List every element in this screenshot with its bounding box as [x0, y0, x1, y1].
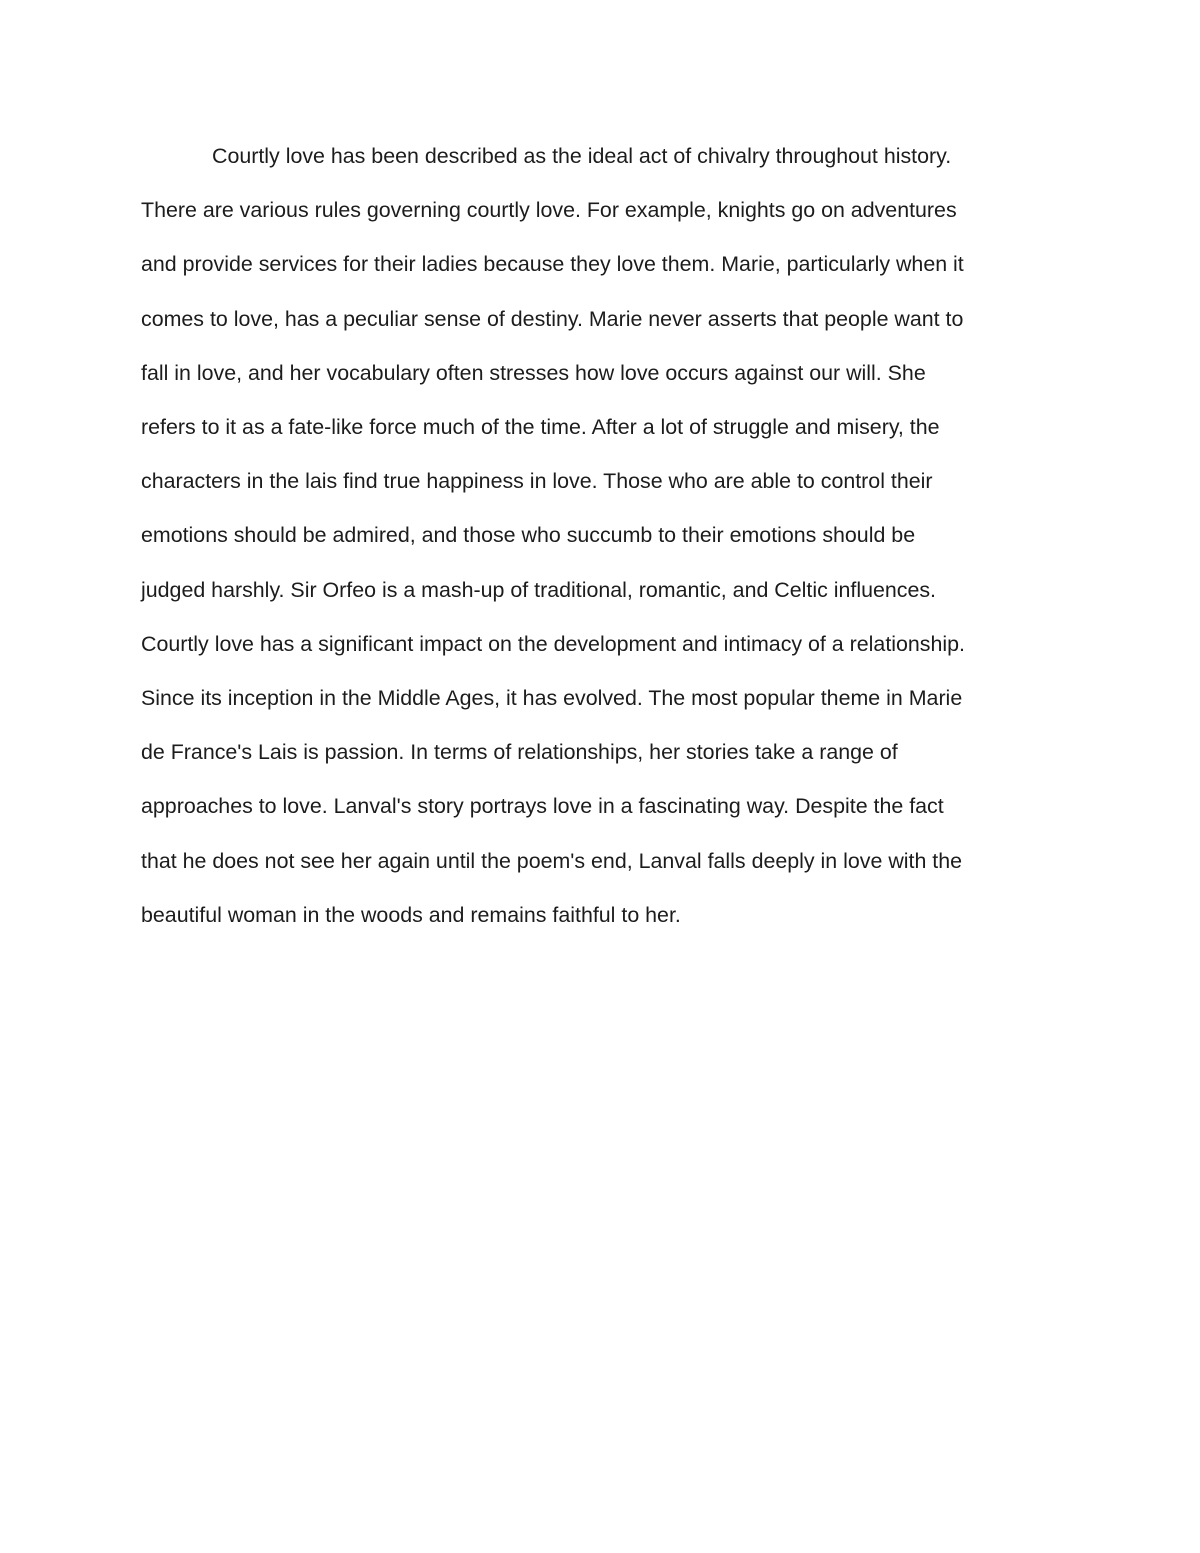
paragraph-line: refers to it as a fate-like force much of the time. After a lot of struggle and misery, the	[141, 415, 940, 440]
paragraph-line: comes to love, has a peculiar sense of destiny. Marie never asserts that people want to	[141, 306, 964, 331]
paragraph-line: fall in love, and her vocabulary often stresses how love occurs against our will. She	[141, 360, 926, 385]
paragraph-line: emotions should be admired, and those who succumb to their emotions should be	[141, 523, 916, 548]
paragraph-line: de France's Lais is passion. In terms of relationships, her stories take a range of	[141, 740, 898, 765]
paragraph-line: that he does not see her again until the poem's end, Lanval falls deeply in love with the	[141, 848, 963, 873]
paragraph-line: Since its inception in the Middle Ages, it has evolved. The most popular theme in Marie	[141, 686, 963, 711]
paragraph-line: characters in the lais find true happiness in love. Those who are able to control their	[141, 469, 933, 494]
paragraph-line: and provide services for their ladies because they love them. Marie, particularly when it	[141, 252, 964, 277]
paragraph-line: beautiful woman in the woods and remains faithful to her.	[141, 902, 681, 927]
paragraph-line: Courtly love has a significant impact on the development and intimacy of a relationship.	[141, 631, 965, 656]
paragraph-line: Courtly love has been described as the ideal act of chivalry throughout history.	[212, 144, 952, 168]
paragraph-line: approaches to love. Lanval's story portrays love in a fascinating way. Despite the fact	[141, 794, 944, 819]
body-paragraph	[141, 129, 1081, 942]
paragraph-line: There are various rules governing courtly love. For example, knights go on adventures	[141, 198, 957, 223]
paragraph-line: judged harshly. Sir Orfeo is a mash-up of traditional, romantic, and Celtic influences.	[141, 577, 937, 602]
